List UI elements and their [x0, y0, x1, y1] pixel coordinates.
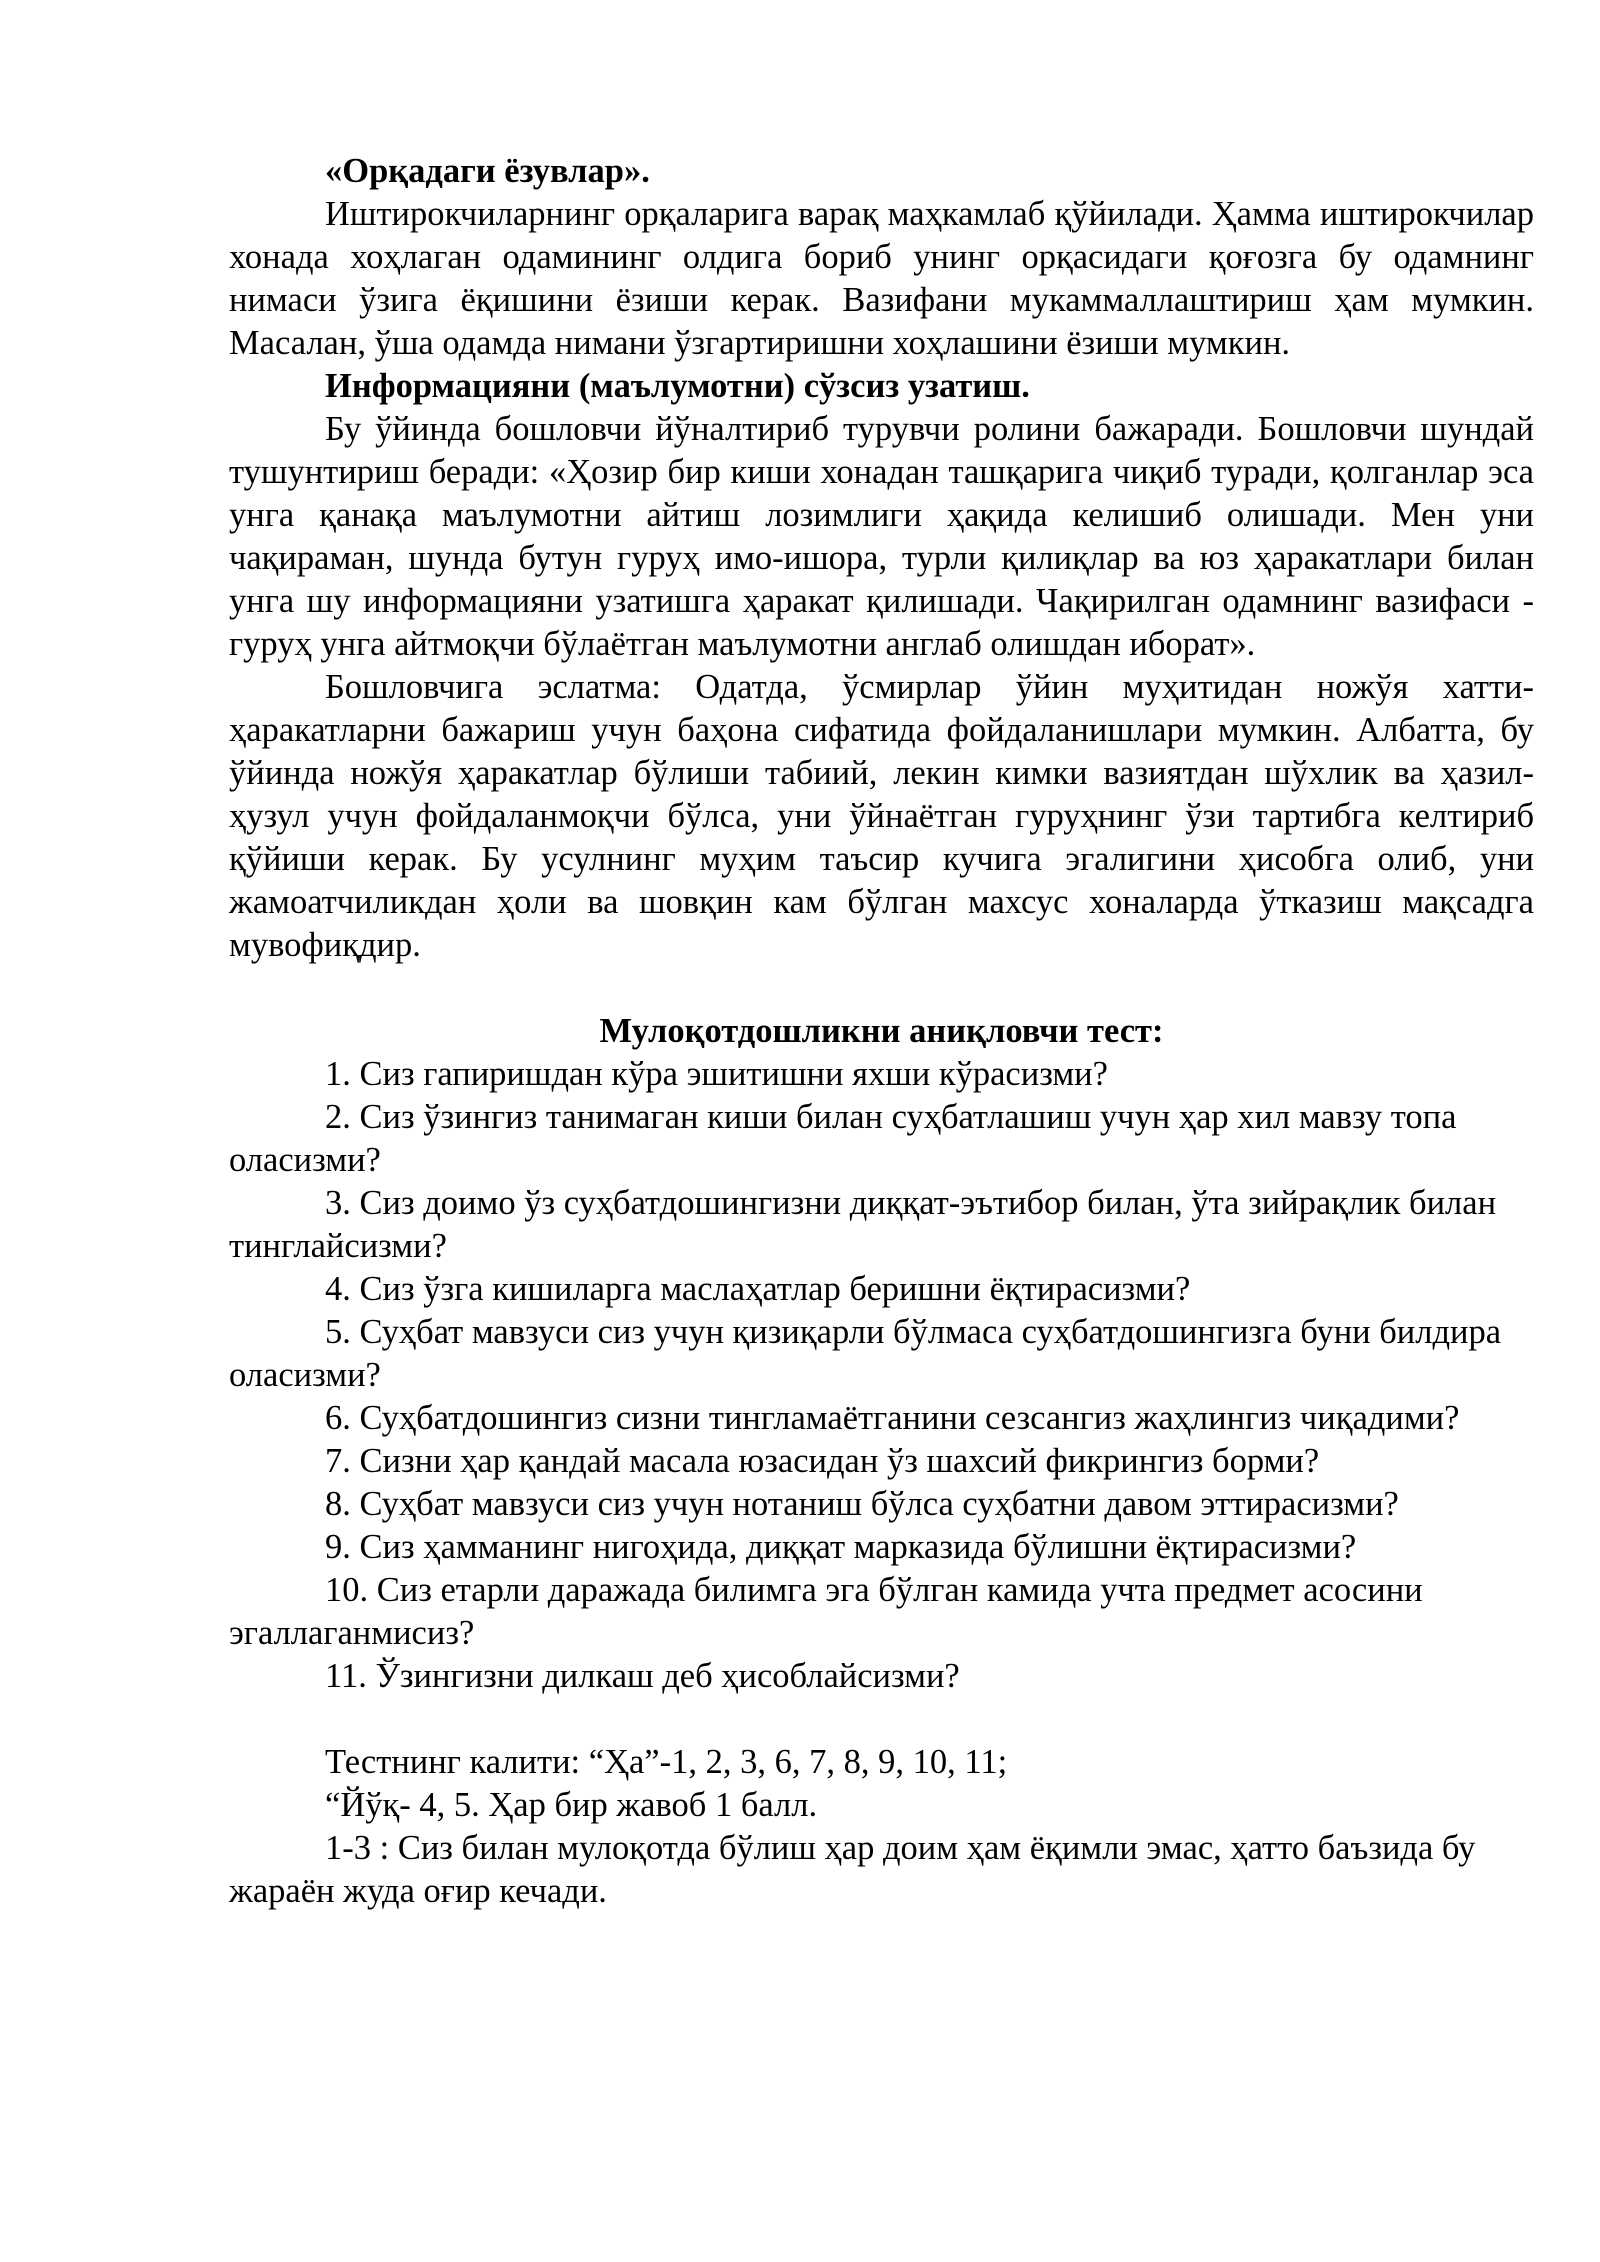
test-key-line: “Йўқ- 4, 5. Ҳар бир жавоб 1 балл.	[325, 1786, 818, 1824]
test-question: 11. Ўзингизни дилкаш деб ҳисоблайсизми?	[325, 1657, 960, 1695]
test-question: 6. Суҳбатдошингиз сизни тингламаётганини сезсангиз жаҳлингиз чиқадими?	[325, 1399, 1460, 1437]
test-question: 10. Сиз етарли даражада билимга эга бўлган камида учта предмет асосини эгаллаганмисиз?	[229, 1571, 1423, 1652]
test-result: 1-3 : Сиз билан мулоқотда бўлиш ҳар доим ҳам ёқимли эмас, ҳатто баъзида бу жараён жуда оғир кечади.	[229, 1829, 1476, 1910]
section-title-nonverbal: Информацияни (маълумотни) сўзсиз узатиш.	[325, 367, 1030, 405]
test-question: 5. Суҳбат мавзуси сиз учун қизиқарли бўлмаса суҳбатдошингизга буни билдира оласизми?	[229, 1313, 1502, 1394]
section-paragraph-facilitator-note: Бошловчига эслатма: Одатда, ўсмирлар ўйин муҳитидан ножўя хатти-ҳаракатларни бажариш учун баҳона сифатида фойдаланишлари мумкин. Албатта, бу ўйинда ножўя ҳаракатлар бўлиши табиий, лекин кимки вазиятдан шўхлик ва ҳазил-ҳузул учун фойдаланмоқчи бўлса, уни ўйнаётган гуруҳнинг ўзи тартибга келтириб қўйиши керак. Бу усулнинг муҳим таъсир кучига эгалигини ҳисобга олиб, уни жамоатчиликдан ҳоли ва шовқин кам бўлган махсус хоналарда ўтказиш мақсадга мувофиқдир.	[229, 668, 1534, 964]
test-question: 9. Сиз ҳамманинг нигоҳида, диққат марказида бўлишни ёқтирасизми?	[325, 1528, 1357, 1566]
section-title-backs: «Орқадаги ёзувлар».	[325, 152, 650, 190]
spacer	[229, 1698, 1534, 1741]
test-question: 1. Сиз гапиришдан кўра эшитишни яхши кўрасизми?	[325, 1055, 1108, 1093]
test-question: 4. Сиз ўзга кишиларга маслаҳатлар беришни ёқтирасизми?	[325, 1270, 1191, 1308]
test-question: 8. Суҳбат мавзуси сиз учун нотаниш бўлса суҳбатни давом эттирасизми?	[325, 1485, 1399, 1523]
test-question: 3. Сиз доимо ўз суҳбатдошингизни диққат-эътибор билан, ўта зийрақлик билан тинглайсизми?	[229, 1184, 1497, 1265]
test-question: 2. Сиз ўзингиз танимаган киши билан суҳбатлашиш учун ҳар хил мавзу топа оласизми?	[229, 1098, 1457, 1179]
test-key-line: Тестнинг калити: “Ҳа”-1, 2, 3, 6, 7, 8, 9, 10, 11;	[325, 1743, 1008, 1781]
test-title: Мулоқотдошликни аниқловчи тест:	[599, 1012, 1164, 1050]
document-page	[229, 150, 1534, 1913]
section-paragraph-backs: Иштирокчиларнинг орқаларига варақ маҳкамлаб қўйилади. Ҳамма иштирокчилар хонада хоҳлаган одамининг олдига бориб унинг орқасидаги қоғозга бу одамнинг нимаси ўзига ёқишини ёзиши керак. Вазифани мукаммаллаштириш ҳам мумкин. Масалан, ўша одамда нимани ўзгартиришни хоҳлашини ёзиши мумкин.	[229, 195, 1534, 362]
section-paragraph-nonverbal: Бу ўйинда бошловчи йўналтириб турувчи ролини бажаради. Бошловчи шундай тушунтириш беради: «Ҳозир бир киши хонадан ташқарига чиқиб туради, қолганлар эса унга қанақа маълумотни айтиш лозимлиги ҳақида келишиб олишади. Мен уни чақираман, шунда бутун гуруҳ имо-ишора, турли қилиқлар ва юз ҳаракатлари билан унга шу информацияни узатишга ҳаракат қилишади. Чақирилган одамнинг вазифаси - гуруҳ унга айтмоқчи бўлаётган маълумотни англаб олишдан иборат».	[229, 410, 1534, 663]
test-question: 7. Сизни ҳар қандай масала юзасидан ўз шахсий фикрингиз борми?	[325, 1442, 1320, 1480]
spacer	[229, 967, 1534, 1010]
